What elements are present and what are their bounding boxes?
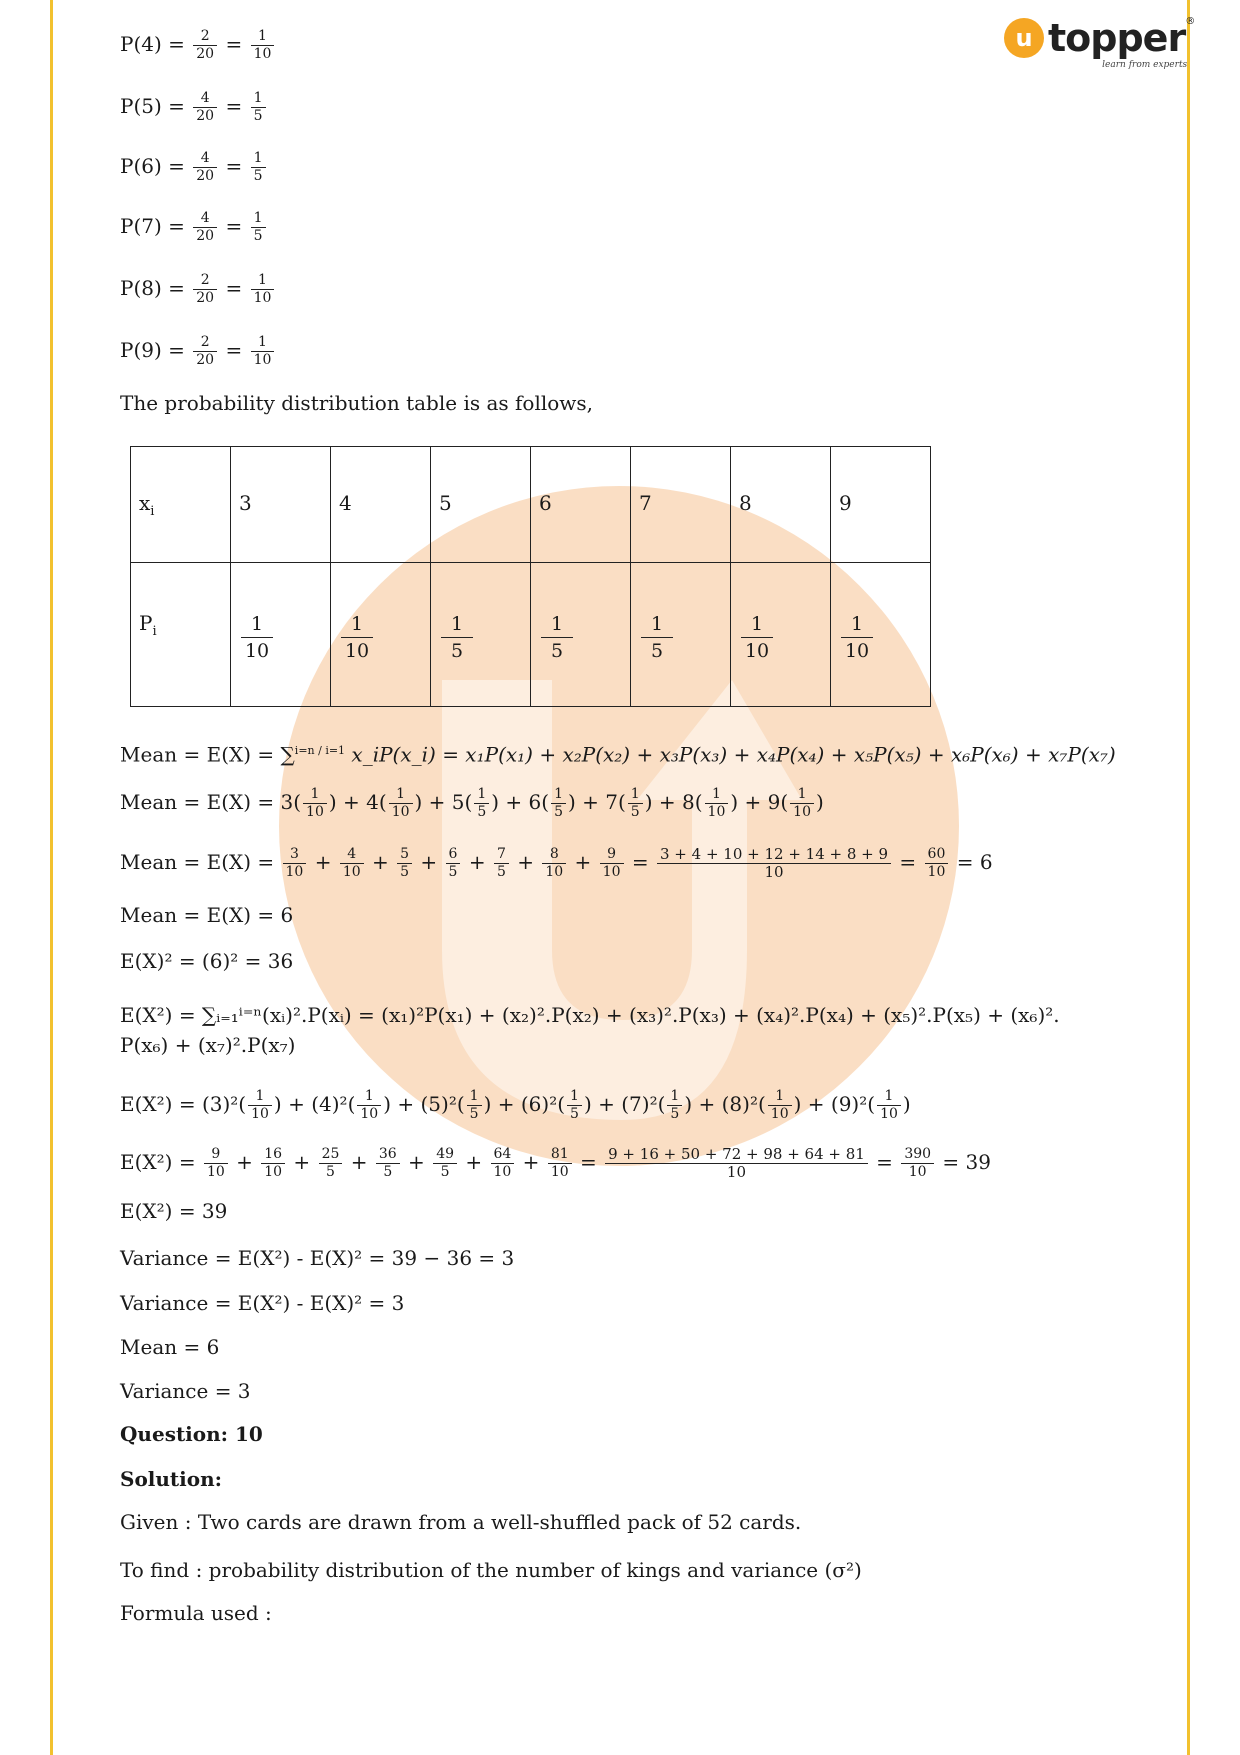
- fraction: [376, 1146, 400, 1181]
- p-cell: [531, 563, 631, 707]
- denominator: 10: [493, 1164, 512, 1180]
- numerator: 3 + 4 + 10 + 12 + 14 + 8 + 9: [657, 846, 891, 864]
- probability-line: [120, 28, 276, 63]
- sum-limits: i=n / i=1: [294, 744, 346, 757]
- ex2-sum-lhs: E(X²) =: [120, 1150, 196, 1174]
- numerator: 81: [548, 1146, 572, 1164]
- ex2-substitution-line: [120, 1088, 911, 1123]
- ex2-sum-line: [120, 1146, 991, 1181]
- numerator: 1: [768, 1088, 792, 1106]
- probability-line: [120, 210, 268, 245]
- p-cell: [731, 563, 831, 707]
- math-text: = 6: [950, 850, 993, 874]
- numerator: 1: [251, 334, 275, 352]
- denominator: 20: [196, 168, 215, 184]
- math-text: +: [401, 1150, 432, 1174]
- denominator: 10: [545, 864, 564, 880]
- variance-line1: Variance = E(X²) - E(X)² = 39 − 36 = 3: [120, 1246, 515, 1270]
- fraction: [901, 1146, 934, 1181]
- denominator: 5: [570, 1106, 579, 1122]
- math-text: +: [229, 1150, 260, 1174]
- numerator: 1: [303, 786, 327, 804]
- fraction: [193, 334, 217, 369]
- numerator: 390: [901, 1146, 934, 1164]
- numerator: 1: [628, 786, 643, 804]
- denominator: 10: [550, 1164, 569, 1180]
- math-text: (6)²(: [520, 1092, 566, 1116]
- numerator: 7: [494, 846, 509, 864]
- math-text: ): [902, 1092, 911, 1116]
- formula-used-text: Formula used :: [120, 1601, 272, 1625]
- math-text: +: [365, 850, 396, 874]
- denominator: 5: [448, 864, 458, 880]
- math-text: ) + 8(: [644, 790, 703, 814]
- denominator: 10: [264, 1164, 283, 1180]
- p-num: 1: [641, 611, 673, 638]
- math-text: =: [219, 214, 249, 238]
- fraction: [600, 846, 624, 881]
- ex2-formula: E(X²) = ∑ᵢ₌₁ⁱ⁼ⁿ(xᵢ)².P(xᵢ) = (x₁)²P(x₁) + (x₂)².P(x₂) + (x₃)².P(x₃) + (x₄)².P(x₄) + (x₅)².P(x₅) + (x₆)².: [120, 1003, 1060, 1027]
- denominator: 10: [253, 290, 272, 306]
- numerator: 4: [193, 90, 217, 108]
- denominator: 10: [342, 864, 361, 880]
- math-text: ) + 7(: [567, 790, 626, 814]
- logo-tagline: learn from experts: [1102, 60, 1188, 70]
- numerator: 49: [433, 1146, 457, 1164]
- numerator: 1: [389, 786, 413, 804]
- denominator: 5: [477, 804, 487, 820]
- ex2-result: E(X²) = 39: [120, 1199, 228, 1223]
- math-text: (4)²(: [311, 1092, 356, 1116]
- numerator: 1: [251, 90, 266, 108]
- p-num: 1: [241, 611, 273, 638]
- ex2-fractions: [202, 1145, 991, 1181]
- fraction: [357, 1088, 381, 1123]
- numerator: 1: [248, 1088, 272, 1106]
- numerator: 36: [376, 1146, 400, 1164]
- math-text: =: [893, 850, 923, 874]
- fraction: [204, 1146, 228, 1181]
- math-text: (9)²(: [830, 1092, 876, 1116]
- math-text: +: [591, 1092, 622, 1116]
- math-text: P(9) =: [120, 338, 192, 362]
- denominator: 20: [196, 46, 215, 62]
- denominator: 5: [630, 804, 640, 820]
- fraction: [433, 1146, 457, 1181]
- denominator: 5: [326, 1164, 335, 1180]
- math-text: +: [801, 1092, 831, 1116]
- math-text: +: [692, 1092, 722, 1116]
- registered-mark: ®: [1185, 16, 1196, 27]
- fraction: [193, 90, 217, 125]
- math-text: P(8) =: [120, 276, 192, 300]
- p-den: 5: [451, 640, 464, 662]
- numerator: 1: [251, 272, 275, 290]
- math-text: ): [793, 1092, 802, 1116]
- denominator: 10: [253, 352, 272, 368]
- fraction: [251, 28, 275, 63]
- numerator: 1: [474, 786, 489, 804]
- mean-fractions: [281, 845, 993, 881]
- numerator: 4: [193, 150, 217, 168]
- ex2-sub-lhs: E(X²) =: [120, 1092, 196, 1116]
- math-text: +: [414, 850, 444, 874]
- fraction: [491, 1146, 515, 1181]
- numerator: 1: [705, 786, 729, 804]
- denominator: 5: [496, 864, 506, 880]
- numerator: 1: [251, 28, 275, 46]
- fraction: [474, 786, 489, 821]
- topper-logo: [1004, 16, 1196, 70]
- mean-substitution-line: [120, 786, 824, 821]
- mean-lhs: Mean = E(X) = ∑: [120, 742, 295, 767]
- mean-sum-line: [120, 846, 993, 881]
- math-text: +: [491, 1092, 521, 1116]
- probability-line: [120, 272, 276, 307]
- mean-sum-lhs: Mean = E(X) =: [120, 850, 275, 874]
- table-header-p: [131, 563, 231, 707]
- table-header-x: [131, 447, 231, 563]
- fraction: [389, 786, 413, 821]
- mean-result: Mean = E(X) = 6: [120, 903, 294, 927]
- denominator: 10: [770, 1106, 789, 1122]
- math-text: (3)²(: [201, 1092, 247, 1116]
- numerator: 2: [193, 28, 217, 46]
- denominator: 20: [196, 108, 215, 124]
- math-text: +: [391, 1092, 421, 1116]
- page-border-right: [1187, 0, 1190, 1755]
- fraction: [925, 846, 949, 881]
- numerator: 1: [551, 786, 566, 804]
- math-text: ) + 6(: [491, 790, 550, 814]
- p-num: 1: [741, 611, 773, 638]
- table-row-p: [131, 563, 931, 707]
- fraction: [446, 846, 461, 881]
- given-text: Given : Two cards are drawn from a well-shuffled pack of 52 cards.: [120, 1510, 802, 1534]
- probability-line: [120, 334, 276, 369]
- math-text: +: [287, 1150, 317, 1174]
- fraction: [251, 210, 266, 245]
- numerator: 60: [925, 846, 949, 864]
- math-text: +: [510, 850, 541, 874]
- fraction: [768, 1088, 792, 1123]
- math-text: =: [219, 32, 249, 56]
- question-heading: Question: 10: [120, 1422, 263, 1446]
- p-label: P: [139, 611, 153, 635]
- fraction: [667, 1088, 682, 1123]
- mean-sub-lhs: Mean = E(X) =: [120, 790, 275, 814]
- x-cell: 7: [631, 447, 731, 563]
- fraction: [251, 272, 275, 307]
- fraction: [193, 272, 217, 307]
- p-num: 1: [441, 611, 473, 638]
- fraction: [319, 1146, 343, 1181]
- fraction: [251, 334, 275, 369]
- denominator: 5: [554, 804, 563, 820]
- denominator: 20: [196, 290, 215, 306]
- denominator: 10: [360, 1106, 379, 1122]
- numerator: 9 + 16 + 50 + 72 + 98 + 64 + 81: [605, 1146, 868, 1164]
- fraction: [340, 846, 364, 881]
- to-find-text: To find : probability distribution of the number of kings and variance (σ²): [120, 1558, 862, 1582]
- numerator: 25: [319, 1146, 343, 1164]
- math-text: P(7) =: [120, 214, 192, 238]
- p-sub: i: [152, 624, 157, 639]
- denominator: 5: [253, 168, 263, 184]
- denominator: 5: [253, 228, 263, 244]
- numerator: 9: [600, 846, 624, 864]
- numerator: 6: [446, 846, 461, 864]
- fraction: [193, 210, 217, 245]
- denominator: 5: [383, 1164, 393, 1180]
- fraction: [548, 1146, 572, 1181]
- mean-final: Mean = 6: [120, 1335, 220, 1359]
- fraction: [494, 846, 509, 881]
- math-text: ): [684, 1092, 693, 1116]
- math-text: +: [568, 850, 598, 874]
- math-text: ): [483, 1092, 492, 1116]
- math-text: (7)²(: [621, 1092, 666, 1116]
- math-text: =: [573, 1150, 604, 1174]
- denominator: 10: [726, 1163, 747, 1181]
- denominator: 10: [206, 1164, 225, 1180]
- x-cell: 6: [531, 447, 631, 563]
- solution-heading: Solution:: [120, 1467, 223, 1491]
- denominator: 5: [440, 1164, 450, 1180]
- p-cell: [431, 563, 531, 707]
- x-cell: 3: [231, 447, 331, 563]
- fraction: [251, 90, 266, 125]
- numerator: 16: [261, 1146, 285, 1164]
- fraction: [542, 846, 566, 881]
- p-num: 1: [541, 611, 573, 638]
- x-cell: 4: [331, 447, 431, 563]
- numerator: 1: [667, 1088, 682, 1106]
- probability-line: [120, 90, 268, 125]
- math-text: =: [625, 850, 655, 874]
- math-text: +: [281, 1092, 312, 1116]
- fraction: [628, 786, 643, 821]
- math-text: +: [516, 1150, 546, 1174]
- denominator: 10: [253, 46, 272, 62]
- fraction: [705, 786, 729, 821]
- denominator: 10: [306, 804, 324, 820]
- numerator: 2: [193, 334, 217, 352]
- math-text: (8)²(: [721, 1092, 766, 1116]
- x-cell: 9: [831, 447, 931, 563]
- mean-squared: E(X)² = (6)² = 36: [120, 949, 294, 973]
- fraction: [551, 786, 566, 821]
- denominator: 10: [285, 864, 304, 880]
- p-den: 10: [244, 640, 270, 662]
- p-cell: [831, 563, 931, 707]
- p-den: 10: [344, 640, 370, 662]
- fraction: [251, 150, 266, 185]
- logo-text: topper: [1048, 16, 1186, 60]
- x-label: x: [139, 491, 151, 515]
- denominator: 5: [670, 1106, 680, 1122]
- numerator: 1: [251, 150, 266, 168]
- denominator: 10: [707, 804, 726, 820]
- denominator: 10: [880, 1106, 898, 1122]
- denominator: 20: [196, 352, 215, 368]
- x-cell: 8: [731, 447, 831, 563]
- mean-expansion: x_iP(x_i) = x₁P(x₁) + x₂P(x₂) + x₃P(x₃) + x₄P(x₄) + x₅P(x₅) + x₆P(x₆) + x₇P(x₇): [351, 742, 1116, 767]
- math-text: P(6) =: [120, 154, 192, 178]
- variance-final: Variance = 3: [120, 1379, 251, 1403]
- variance-line2: Variance = E(X²) - E(X)² = 3: [120, 1291, 405, 1315]
- numerator: 8: [542, 846, 566, 864]
- denominator: 10: [391, 804, 410, 820]
- numerator: 9: [204, 1146, 228, 1164]
- denominator: 10: [908, 1164, 927, 1180]
- fraction: [467, 1088, 482, 1123]
- numerator: 3: [283, 846, 307, 864]
- p-num: 1: [841, 611, 873, 638]
- math-text: +: [462, 850, 492, 874]
- denominator: 10: [602, 864, 621, 880]
- math-text: =: [219, 338, 249, 362]
- page-border-left: [50, 0, 53, 1755]
- fraction: [193, 28, 217, 63]
- math-text: +: [308, 850, 338, 874]
- p-den: 5: [651, 640, 664, 662]
- denominator: 10: [251, 1106, 269, 1122]
- logo-mark-icon: u: [1004, 18, 1044, 58]
- table-intro: The probability distribution table is as follows,: [120, 391, 594, 415]
- ex2-formula-cont: P(x₆) + (x₇)².P(x₇): [120, 1033, 296, 1057]
- p-cell: [631, 563, 731, 707]
- fraction: [303, 786, 327, 821]
- fraction: [248, 1088, 272, 1123]
- numerator: 1: [467, 1088, 482, 1106]
- math-text: =: [219, 154, 249, 178]
- numerator: 5: [397, 846, 412, 864]
- numerator: 1: [877, 1088, 901, 1106]
- probability-line: [120, 150, 268, 185]
- denominator: 20: [196, 228, 215, 244]
- math-text: P(4) =: [120, 32, 192, 56]
- math-text: ) + 4(: [328, 790, 387, 814]
- denominator: 5: [469, 1106, 479, 1122]
- p-den: 5: [551, 640, 564, 662]
- math-text: ) + 5(: [414, 790, 473, 814]
- numerator: 1: [357, 1088, 381, 1106]
- x-cell: 5: [431, 447, 531, 563]
- math-text: (5)²(: [420, 1092, 465, 1116]
- fraction: [283, 846, 307, 881]
- numerator: 1: [790, 786, 814, 804]
- p-cell: [231, 563, 331, 707]
- denominator: 5: [253, 108, 263, 124]
- fraction: [605, 1146, 868, 1181]
- numerator: 4: [340, 846, 364, 864]
- math-text: ) + 9(: [730, 790, 789, 814]
- math-text: ): [383, 1092, 392, 1116]
- fraction: [877, 1088, 901, 1123]
- math-text: = 39: [936, 1150, 991, 1174]
- fraction: [397, 846, 412, 881]
- math-text: ): [273, 1092, 282, 1116]
- fraction: [790, 786, 814, 821]
- math-text: P(5) =: [120, 94, 192, 118]
- x-sub: i: [150, 504, 155, 519]
- math-text: +: [459, 1150, 489, 1174]
- p-den: 10: [844, 640, 870, 662]
- table-row-x: [131, 447, 931, 563]
- numerator: 2: [193, 272, 217, 290]
- denominator: 5: [400, 864, 410, 880]
- fraction: [657, 846, 891, 881]
- math-text: =: [869, 1150, 900, 1174]
- mean-formula-line: [120, 738, 1116, 768]
- fraction: [567, 1088, 582, 1123]
- p-cell: [331, 563, 431, 707]
- probability-table: [130, 446, 931, 707]
- math-text: =: [219, 94, 249, 118]
- denominator: 10: [764, 863, 784, 881]
- numerator: 1: [251, 210, 266, 228]
- mean-sub-terms: [280, 786, 824, 820]
- p-num: 1: [341, 611, 373, 638]
- fraction: [261, 1146, 285, 1181]
- numerator: 4: [193, 210, 217, 228]
- math-text: +: [344, 1150, 374, 1174]
- math-text: 3(: [280, 790, 302, 814]
- math-text: =: [219, 276, 249, 300]
- numerator: 1: [567, 1088, 582, 1106]
- denominator: 10: [793, 804, 811, 820]
- fraction: [193, 150, 217, 185]
- math-text: ): [816, 790, 824, 814]
- ex2-sub-terms: [201, 1088, 911, 1122]
- denominator: 10: [927, 864, 946, 880]
- math-text: ): [583, 1092, 592, 1116]
- p-den: 10: [744, 640, 770, 662]
- numerator: 64: [491, 1146, 515, 1164]
